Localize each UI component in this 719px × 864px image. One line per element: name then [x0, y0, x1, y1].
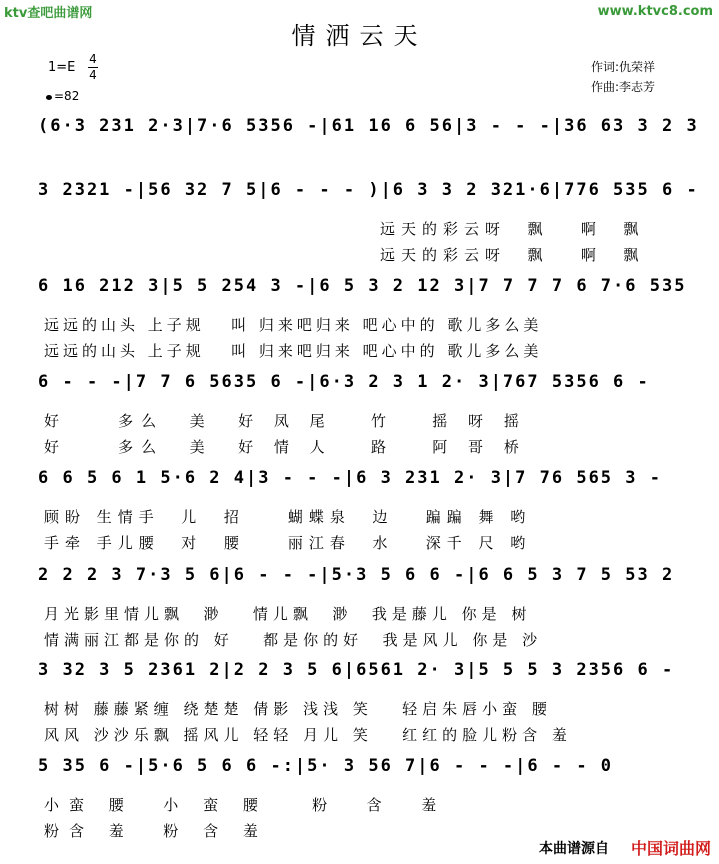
notation-text: 3 32 3 5 2361 2|2 2 3 5 6|6561 2· 3|5 5 5 3 2356 6 - [38, 660, 675, 680]
lyric-line-5a: 顾盼 生情手 儿 招 蝴蝶泉 边 蹁蹁 舞 哟 [44, 508, 532, 526]
notation-line-7 [38, 660, 688, 686]
lyricist-credit: 作词:仇荣祥 [591, 60, 656, 74]
lyric-line-2b: 远天的彩云呀 飘 啊 飘 [380, 246, 645, 264]
notation-text: (6·3 231 2·3|7·6 5356 -|61 16 6 56|3 - - -|36 63 3 2 3 [38, 116, 699, 136]
lyric-line-3b: 远远的山头 上子规 叫 归来吧归来 吧心中的 歌儿多么美 [44, 342, 543, 360]
lyric-line-3a: 远远的山头 上子规 叫 归来吧归来 吧心中的 歌儿多么美 [44, 316, 543, 334]
notation-text: 3 2321 -|56 32 7 5|6 - - - )|6 3 3 2 321·6|776 535 6 - [38, 180, 699, 200]
song-title: 情洒云天 [291, 22, 428, 50]
key-signature: 1=E [48, 60, 76, 75]
notation-text: 5 35 6 -|5·6 5 6 6 -:|5· 3 56 7|6 - - -|6 - - 0 [38, 756, 614, 776]
watermark-left: ktv查吧曲谱网 [4, 6, 93, 21]
lyric-line-6b: 情满丽江都是你的 好 都是你的好 我是风儿 你是 沙 [44, 631, 543, 649]
notation-line-6 [38, 565, 688, 591]
notation-text: 6 6 5 6 1 5·6 2 4|3 - - -|6 3 231 2· 3|7 76 565 3 - [38, 468, 662, 488]
notation-text: 2 2 2 3 7·3 5 6|6 - - -|5·3 5 6 6 -|6 6 5 3 7 5 53 2 [38, 565, 675, 585]
lyric-line-8b: 粉含 羞 粉 含 羞 [44, 822, 268, 840]
lyric-line-8a: 小蛮 腰 小 蛮 腰 粉 含 羞 [44, 796, 447, 814]
tempo-value: =82 [54, 89, 80, 103]
lyric-line-4a: 好 多么 美 好 凤 尾 竹 摇 呀 摇 [44, 412, 527, 430]
lyric-line-5b: 手牵 手儿腰 对 腰 丽江春 水 深千 尺 哟 [44, 534, 532, 552]
lyric-line-2a: 远天的彩云呀 飘 啊 飘 [380, 220, 645, 238]
lyric-line-6a: 月光影里情儿飘 渺 情儿飘 渺 我是藤儿 你是 树 [44, 605, 532, 623]
footer-site-name: 中国词曲网 [630, 839, 711, 858]
notation-line-5 [38, 468, 688, 494]
notation-line-2 [38, 180, 699, 206]
footer-source-label: 本曲谱源自 [539, 841, 609, 857]
notation-text: 6 16 212 3|5 5 254 3 -|6 5 3 2 12 3|7 7 7 7 6 7·6 535 [38, 276, 687, 296]
watermark-right: www.ktvc8.com [597, 4, 713, 19]
notation-line-8 [38, 756, 688, 782]
lyric-line-7a: 树树 藤藤紧缠 绕楚楚 倩影 浅浅 笑 轻启朱唇小蛮 腰 [44, 700, 552, 718]
quarter-note-icon [46, 95, 52, 100]
time-signature [88, 53, 98, 82]
notation-line-4 [38, 372, 688, 398]
lyric-line-4b: 好 多么 美 好 情 人 路 阿 哥 桥 [44, 438, 527, 456]
composer-credit: 作曲:李志芳 [591, 80, 656, 94]
lyric-line-7b: 风风 沙沙乐飘 摇风儿 轻轻 月儿 笑 红红的脸儿粉含 羞 [44, 726, 572, 744]
tempo-marking [46, 89, 79, 103]
notation-text: 6 - - -|7 7 6 5635 6 -|6·3 2 3 1 2· 3|767 5356 6 - [38, 372, 650, 392]
notation-line-1 [38, 116, 699, 142]
time-sig-top: 4 [89, 52, 97, 66]
notation-line-3 [38, 276, 688, 302]
time-sig-bottom: 4 [89, 68, 97, 82]
